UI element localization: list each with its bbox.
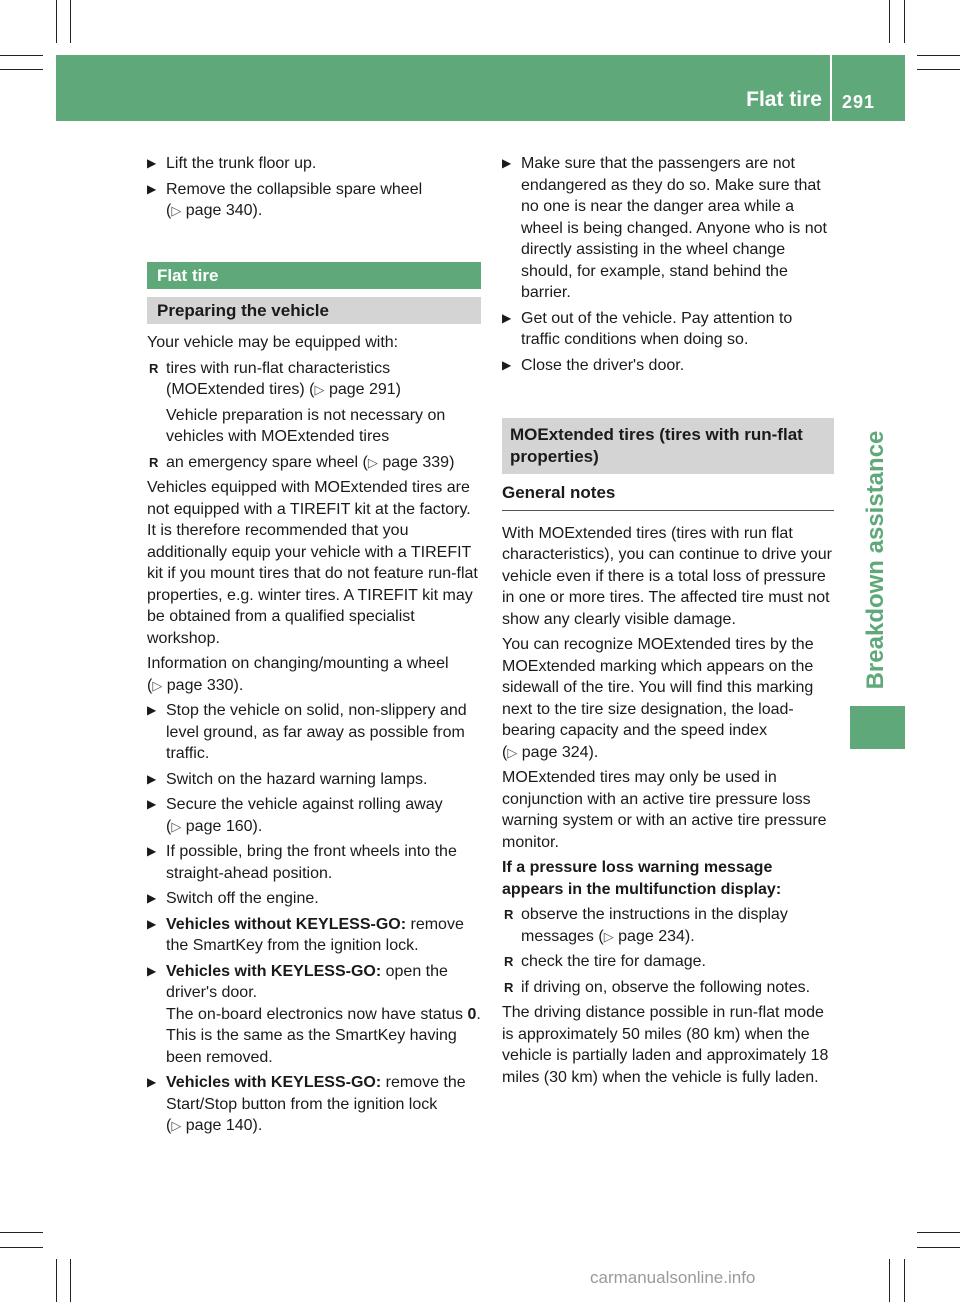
bold-heading: If a pressure loss warning message appears in the multifunction display: bbox=[502, 859, 782, 898]
page-reference[interactable]: page 140 bbox=[185, 1117, 253, 1134]
general-notes-heading: General notes bbox=[502, 482, 834, 511]
page-ref-icon: ▷ bbox=[152, 677, 163, 693]
paragraph: Your vehicle may be equipped with: bbox=[147, 334, 399, 351]
crop-mark bbox=[56, 0, 57, 43]
bullet-item: R tires with run-flat characteristics (MOExtended tires) (▷ page 291) Vehicle preparation is not necessary on vehicles with MOExtended tires bbox=[147, 358, 481, 448]
crop-mark bbox=[904, 1259, 905, 1302]
page-reference[interactable]: page 324 bbox=[521, 743, 589, 761]
instruction-step: ▶ Secure the vehicle against rolling away (▷ page 160). bbox=[147, 794, 481, 837]
paragraph: MOExtended tires may only be used in conjunction with an active tire pressure loss warning system or with an active tire pressure monitor. bbox=[502, 769, 827, 851]
left-column bbox=[147, 153, 481, 1141]
page-reference[interactable]: page 340 bbox=[185, 202, 253, 219]
crop-mark bbox=[70, 1259, 71, 1302]
crop-mark bbox=[917, 1232, 960, 1233]
instruction-step: ▶ Switch on the hazard warning lamps. bbox=[147, 769, 481, 791]
bullet-note: Vehicle preparation is not necessary on vehicles with MOExtended tires bbox=[166, 406, 446, 445]
page-ref-icon: ▷ bbox=[603, 928, 614, 944]
page-reference[interactable]: page 291 bbox=[328, 381, 396, 398]
page-title: Flat tire bbox=[746, 88, 822, 111]
instruction-step: ▶ Remove the collapsible spare wheel (▷ page 340). bbox=[147, 179, 481, 222]
instruction-step: ▶ Vehicles with KEYLESS-GO: open the driver's door. The on-board electronics now have status 0. This is the same as the SmartKey having been removed. bbox=[147, 961, 481, 1069]
instruction-step: ▶ Stop the vehicle on solid, non-slippery and level ground, as far away as possible from traffic. bbox=[147, 700, 481, 765]
crop-mark bbox=[917, 55, 960, 56]
page-reference[interactable]: page 234 bbox=[618, 927, 685, 945]
instruction-step: ▶ If possible, bring the front wheels into the straight-ahead position. bbox=[147, 841, 481, 884]
page-reference[interactable]: page 339 bbox=[382, 453, 450, 471]
crop-mark bbox=[889, 0, 890, 43]
subsection-heading: Preparing the vehicle bbox=[147, 297, 481, 325]
instruction-step: ▶ Switch off the engine. bbox=[147, 888, 481, 910]
crop-mark bbox=[0, 69, 43, 70]
bullet-item: R if driving on, observe the following notes. bbox=[502, 977, 834, 999]
side-tab-label: Breakdown assistance bbox=[862, 430, 889, 690]
section-heading: Flat tire bbox=[147, 262, 481, 289]
crop-mark bbox=[56, 1259, 57, 1302]
instruction-step: ▶ Vehicles with KEYLESS-GO: remove the Start/Stop button from the ignition lock (▷ page 140). bbox=[147, 1072, 481, 1137]
subsection-heading: MOExtended tires (tires with run-flat properties) bbox=[502, 418, 834, 474]
paragraph: You can recognize MOExtended tires by the MOExtended marking which appears on the sidewall of the tire. You will find this marking next to the tire size designation, the load-bearing capacity and the speed index (▷ page 324). bbox=[502, 636, 814, 761]
bullet-item: R check the tire for damage. bbox=[502, 951, 834, 973]
crop-mark bbox=[917, 1247, 960, 1248]
bullet-item: R observe the instructions in the display messages (▷ page 234). bbox=[502, 904, 834, 947]
page-ref-icon: ▷ bbox=[171, 1118, 182, 1133]
crop-mark bbox=[889, 1259, 890, 1302]
page-ref-icon: ▷ bbox=[171, 203, 182, 218]
instruction-step: ▶ Lift the trunk floor up. bbox=[147, 153, 481, 175]
right-column bbox=[502, 153, 834, 1092]
page-reference[interactable]: page 330 bbox=[166, 676, 234, 694]
instruction-step: ▶ Close the driver's door. bbox=[502, 355, 834, 377]
crop-mark bbox=[0, 1232, 43, 1233]
page-number: 291 bbox=[842, 92, 876, 112]
page-ref-icon: ▷ bbox=[171, 818, 182, 834]
crop-mark bbox=[70, 0, 71, 43]
page-reference[interactable]: page 160 bbox=[185, 817, 253, 835]
bullet-item: R an emergency spare wheel (▷ page 339) bbox=[147, 452, 481, 474]
crop-mark bbox=[917, 69, 960, 70]
crop-mark bbox=[904, 0, 905, 43]
side-tab-marker bbox=[850, 706, 905, 749]
page-ref-icon: ▷ bbox=[367, 454, 378, 470]
page-ref-icon: ▷ bbox=[314, 382, 325, 397]
header-separator bbox=[830, 55, 832, 121]
paragraph: Vehicles equipped with MOExtended tires are not equipped with a TIREFIT kit at the factory. It is therefore recommended that you additionally equip your vehicle with a TIREFIT kit if you mount tires that do not feature run-flat properties, e.g. winter tires. A TIREFIT kit may be obtained from a qualified specialist workshop. bbox=[147, 479, 478, 647]
instruction-step: ▶ Vehicles without KEYLESS-GO: remove the SmartKey from the ignition lock. bbox=[147, 914, 481, 957]
paragraph: With MOExtended tires (tires with run flat characteristics), you can continue to drive your vehicle even if there is a total loss of pressure in one or more tires. The affected tire must not show any clearly visible damage. bbox=[502, 524, 832, 628]
page-ref-icon: ▷ bbox=[507, 744, 518, 760]
watermark: carmanualsonline.info bbox=[590, 1268, 756, 1287]
crop-mark bbox=[0, 55, 43, 56]
paragraph: Information on changing/mounting a wheel (▷ page 330). bbox=[147, 655, 449, 694]
instruction-step: ▶ Make sure that the passengers are not endangered as they do so. Make sure that no one is near the danger area while a wheel is being changed. Anyone who is not directly assisting in the wheel change should, for example, stand behind the barrier. bbox=[502, 153, 834, 304]
instruction-step: ▶ Get out of the vehicle. Pay attention to traffic conditions when doing so. bbox=[502, 308, 834, 351]
paragraph: The driving distance possible in run-flat mode is approximately 50 miles (80 km) when the vehicle is partially laden and approximately 18 miles (30 km) when the vehicle is fully laden. bbox=[502, 1004, 829, 1086]
crop-mark bbox=[0, 1247, 43, 1248]
